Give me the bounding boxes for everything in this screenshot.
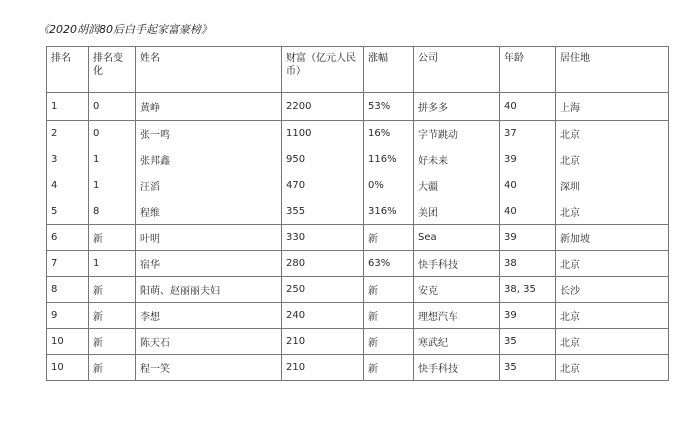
company-cell: 快手科技 xyxy=(414,355,500,381)
rank-cell: 7 xyxy=(47,251,89,277)
table-row xyxy=(47,93,669,121)
wealth-cell: 210 xyxy=(282,355,364,381)
residence-cell: 北京 xyxy=(556,355,669,381)
company-cell: 寒武纪 xyxy=(414,329,500,355)
residence-cell: 长沙 xyxy=(556,277,669,303)
age-cell: 40 xyxy=(500,199,556,225)
rank-cell: 5 xyxy=(47,199,89,225)
growth-cell: 116% xyxy=(364,147,414,173)
residence-cell: 上海 xyxy=(556,93,669,121)
wealth-cell: 210 xyxy=(282,329,364,355)
rank-change-cell: 1 xyxy=(89,173,136,199)
wealth-cell: 470 xyxy=(282,173,364,199)
table-row xyxy=(47,303,669,329)
rank-change-cell: 0 xyxy=(89,121,136,147)
age-cell: 35 xyxy=(500,329,556,355)
table-title: 《2020胡润80后白手起家富豪榜》 xyxy=(38,23,212,36)
residence-cell: 新加坡 xyxy=(556,225,669,251)
column-header: 涨幅 xyxy=(364,47,414,93)
rank-cell: 2 xyxy=(47,121,89,147)
growth-cell: 新 xyxy=(364,303,414,329)
rank-change-cell: 1 xyxy=(89,251,136,277)
rank-change-cell: 新 xyxy=(89,355,136,381)
column-header: 排名变化 xyxy=(89,47,136,93)
wealth-cell: 250 xyxy=(282,277,364,303)
rank-change-cell: 新 xyxy=(89,303,136,329)
name-cell: 宿华 xyxy=(136,251,282,277)
table-row xyxy=(47,199,669,225)
rank-change-cell: 新 xyxy=(89,225,136,251)
residence-cell: 北京 xyxy=(556,251,669,277)
table-row xyxy=(47,277,669,303)
table-row xyxy=(47,355,669,381)
column-header: 财富（亿元人民币） xyxy=(282,47,364,93)
age-cell: 39 xyxy=(500,303,556,329)
rank-change-cell: 8 xyxy=(89,199,136,225)
age-cell: 40 xyxy=(500,173,556,199)
growth-cell: 53% xyxy=(364,93,414,121)
rank-cell: 1 xyxy=(47,93,89,121)
wealth-cell: 330 xyxy=(282,225,364,251)
wealth-cell: 240 xyxy=(282,303,364,329)
name-cell: 汪滔 xyxy=(136,173,282,199)
name-cell: 黄峥 xyxy=(136,93,282,121)
company-cell: 安克 xyxy=(414,277,500,303)
column-header: 公司 xyxy=(414,47,500,93)
company-cell: 字节跳动 xyxy=(414,121,500,147)
name-cell: 张邦鑫 xyxy=(136,147,282,173)
wealth-cell: 355 xyxy=(282,199,364,225)
company-cell: 拼多多 xyxy=(414,93,500,121)
growth-cell: 316% xyxy=(364,199,414,225)
company-cell: 快手科技 xyxy=(414,251,500,277)
age-cell: 37 xyxy=(500,121,556,147)
company-cell: 美团 xyxy=(414,199,500,225)
wealth-cell: 950 xyxy=(282,147,364,173)
age-cell: 38 xyxy=(500,251,556,277)
growth-cell: 新 xyxy=(364,329,414,355)
ranking-table xyxy=(46,46,669,381)
growth-cell: 新 xyxy=(364,355,414,381)
company-cell: 理想汽车 xyxy=(414,303,500,329)
growth-cell: 0% xyxy=(364,173,414,199)
name-cell: 张一鸣 xyxy=(136,121,282,147)
rank-cell: 3 xyxy=(47,147,89,173)
column-header: 居住地 xyxy=(556,47,669,93)
rank-change-cell: 新 xyxy=(89,277,136,303)
rank-cell: 6 xyxy=(47,225,89,251)
rank-change-cell: 新 xyxy=(89,329,136,355)
name-cell: 李想 xyxy=(136,303,282,329)
table-row xyxy=(47,173,669,199)
wealth-cell: 2200 xyxy=(282,93,364,121)
header-row xyxy=(47,47,669,93)
table-row xyxy=(47,225,669,251)
wealth-cell: 1100 xyxy=(282,121,364,147)
growth-cell: 16% xyxy=(364,121,414,147)
residence-cell: 北京 xyxy=(556,147,669,173)
rank-cell: 10 xyxy=(47,355,89,381)
company-cell: Sea xyxy=(414,225,500,251)
name-cell: 阳萌、赵丽丽夫妇 xyxy=(136,277,282,303)
rank-cell: 10 xyxy=(47,329,89,355)
age-cell: 38, 35 xyxy=(500,277,556,303)
rank-change-cell: 0 xyxy=(89,93,136,121)
table-row xyxy=(47,121,669,147)
rank-change-cell: 1 xyxy=(89,147,136,173)
residence-cell: 深圳 xyxy=(556,173,669,199)
column-header: 年龄 xyxy=(500,47,556,93)
growth-cell: 新 xyxy=(364,277,414,303)
age-cell: 40 xyxy=(500,93,556,121)
table-row xyxy=(47,147,669,173)
column-header: 排名 xyxy=(47,47,89,93)
growth-cell: 63% xyxy=(364,251,414,277)
wealth-cell: 280 xyxy=(282,251,364,277)
rank-cell: 4 xyxy=(47,173,89,199)
name-cell: 程维 xyxy=(136,199,282,225)
name-cell: 陈天石 xyxy=(136,329,282,355)
residence-cell: 北京 xyxy=(556,329,669,355)
table-row xyxy=(47,329,669,355)
age-cell: 39 xyxy=(500,225,556,251)
rank-cell: 9 xyxy=(47,303,89,329)
column-header: 姓名 xyxy=(136,47,282,93)
table-row xyxy=(47,251,669,277)
company-cell: 大疆 xyxy=(414,173,500,199)
name-cell: 叶明 xyxy=(136,225,282,251)
residence-cell: 北京 xyxy=(556,199,669,225)
residence-cell: 北京 xyxy=(556,121,669,147)
residence-cell: 北京 xyxy=(556,303,669,329)
name-cell: 程一笑 xyxy=(136,355,282,381)
growth-cell: 新 xyxy=(364,225,414,251)
rank-cell: 8 xyxy=(47,277,89,303)
age-cell: 39 xyxy=(500,147,556,173)
company-cell: 好未来 xyxy=(414,147,500,173)
age-cell: 35 xyxy=(500,355,556,381)
